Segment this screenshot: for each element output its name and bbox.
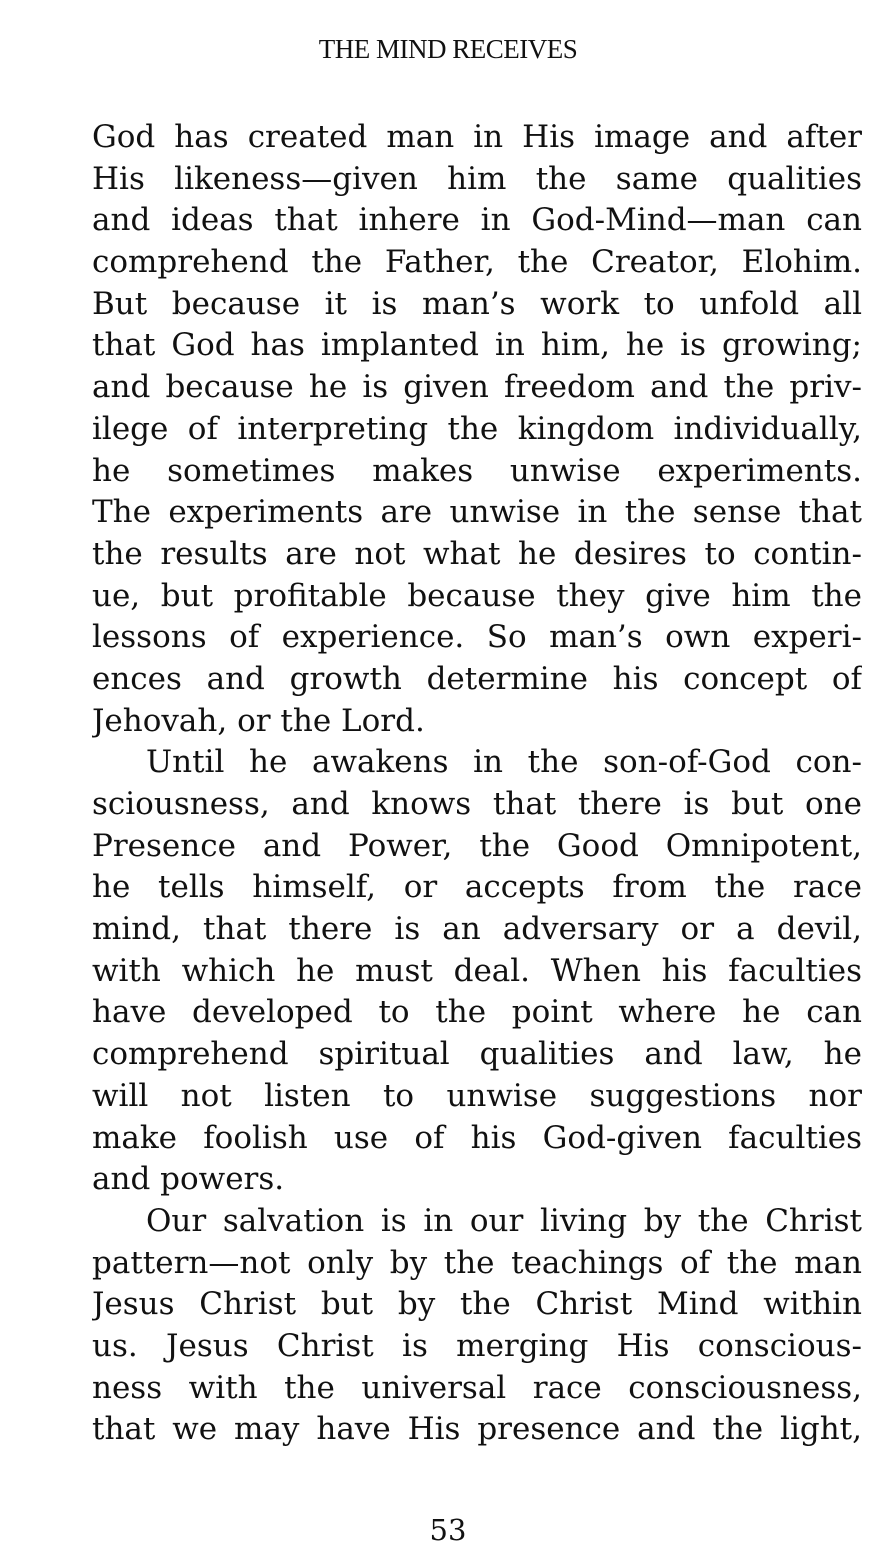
- text-line: us. Jesus Christ is merging His conscious-: [92, 1327, 862, 1364]
- text-line: The experiments are unwise in the sense that: [92, 494, 862, 531]
- text-line: Until he awakens in the son-of-God con-: [146, 744, 862, 781]
- text-line: mind, that there is an adversary or a devil,: [92, 911, 862, 948]
- text-line: ue, but profitable because they give him the: [92, 577, 862, 614]
- page-number: 53: [429, 1513, 467, 1547]
- text-line: comprehend the Father, the Creator, Elohim.: [92, 244, 862, 281]
- body-text: [92, 117, 862, 1451]
- text-line: that we may have His presence and the light,: [92, 1411, 862, 1448]
- text-line: Jehovah, or the Lord.: [92, 702, 425, 739]
- text-line: Jesus Christ but by the Christ Mind within: [92, 1286, 862, 1323]
- text-line: Presence and Power, the Good Omnipotent,: [92, 827, 862, 864]
- text-line: that God has implanted in him, he is growing;: [92, 327, 862, 364]
- text-line: and because he is given freedom and the priv-: [92, 369, 862, 406]
- text-line: ences and growth determine his concept of: [92, 660, 862, 697]
- running-head: THE MIND RECEIVES: [318, 34, 578, 64]
- text-line: and ideas that inhere in God-Mind—man can: [92, 202, 862, 239]
- text-line: Our salvation is in our living by the Christ: [146, 1202, 862, 1239]
- text-line: But because it is man’s work to unfold all: [92, 285, 862, 322]
- text-line: the results are not what he desires to contin-: [92, 535, 862, 572]
- text-line: and powers.: [92, 1161, 285, 1198]
- text-line: ilege of interpreting the kingdom individually,: [92, 410, 862, 447]
- text-line: pattern—not only by the teachings of the man: [92, 1244, 862, 1281]
- text-line: His likeness—given him the same qualities: [92, 160, 862, 197]
- text-line: with which he must deal. When his faculties: [92, 952, 862, 989]
- text-line: comprehend spiritual qualities and law, he: [92, 1036, 862, 1073]
- text-line: ness with the universal race consciousness,: [92, 1369, 862, 1406]
- text-line: sciousness, and knows that there is but one: [92, 786, 862, 822]
- text-line: lessons of experience. So man’s own experi-: [92, 619, 862, 656]
- text-line: God has created man in His image and after: [92, 119, 862, 155]
- text-line: will not listen to unwise suggestions nor: [92, 1077, 862, 1114]
- text-line: he sometimes makes unwise experiments.: [92, 452, 862, 489]
- text-line: make foolish use of his God-given faculties: [92, 1119, 862, 1156]
- text-line: he tells himself, or accepts from the race: [92, 869, 862, 906]
- text-line: have developed to the point where he can: [92, 994, 862, 1031]
